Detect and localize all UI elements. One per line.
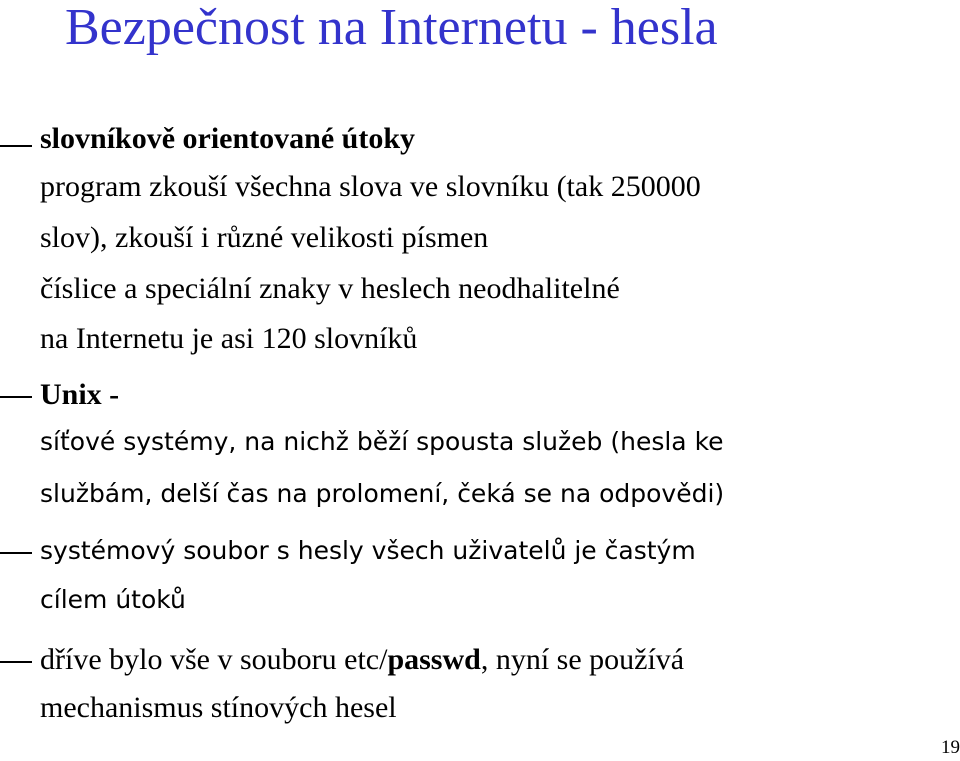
bullet-text-line: cílem útoků — [40, 585, 186, 614]
bullet-text-line: program zkouší všechna slova ve slovníku (tak 250000 — [40, 170, 701, 203]
bullet-text-line: síťové systémy, na nichž běží spousta služeb (hesla ke — [40, 427, 724, 456]
bullet-dash — [0, 552, 32, 554]
bullet-text-line: mechanismus stínových hesel — [40, 691, 397, 724]
page-number: 19 — [941, 737, 960, 758]
bullet-dash — [0, 661, 32, 663]
bullet-text-line: na Internetu je asi 120 slovníků — [40, 322, 418, 355]
bullet-dash — [0, 145, 32, 147]
emphasized-term: passwd — [387, 643, 481, 676]
bullet-dash — [0, 396, 32, 398]
bullet-text-line: slov), zkouší i různé velikosti písmen — [40, 221, 489, 254]
bullet-text-line — [40, 643, 684, 677]
text-segment: , nyní se používá — [480, 643, 685, 676]
bullet-text-line: službám, delší čas na prolomení, čeká se na odpovědi) — [40, 479, 725, 508]
text-segment: dříve bylo vše v souboru etc/ — [40, 643, 388, 676]
bullet-heading: slovníkově orientované útoky — [40, 122, 416, 155]
bullet-text-line: systémový soubor s hesly všech uživatelů je častým — [40, 536, 696, 565]
bullet-heading: Unix - — [40, 378, 120, 411]
bullet-text-line: číslice a speciální znaky v heslech neodhalitelné — [40, 272, 620, 305]
slide-title: Bezpečnost na Internetu - hesla — [65, 0, 718, 56]
